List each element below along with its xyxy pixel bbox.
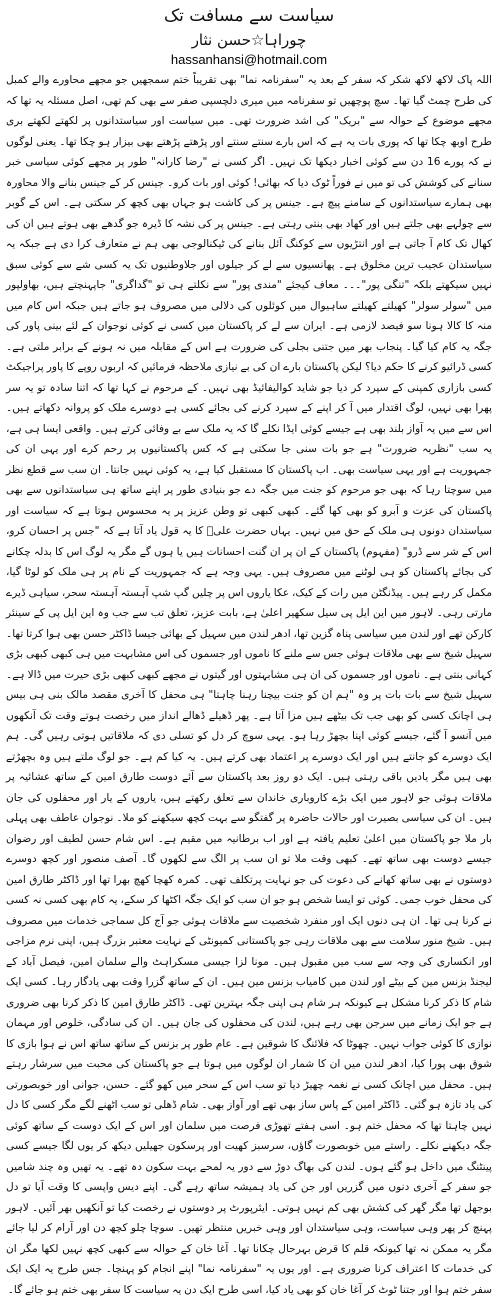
column-byline: چوراہا☆حسن نثار — [191, 31, 307, 49]
column-body — [6, 70, 492, 1296]
column-title: سیاست سے مسافت تک — [163, 6, 335, 26]
column-body-paragraph: اللہ پاک لاکھ لاکھ شکر کہ سفر کے بعد یہ "سفرنامہ نما" بھی تقریباً ختم سمجھیں جو مجھے محاورے والے کمبل کی طرح چمٹ گیا تھا۔ سچ پوچھیں تو سفرنامہ میں میری دلچسپی صفر سے بھی کم تھی، اصل مسئلہ یہ تھا کہ مجھے موضوع کے حوالہ سے "بریک" کی اشد ضرورت تھی۔ میں سیاست اور سیاستدانوں پر لکھتے لکھتے بری طرح اوبھ چکا تھا کہ پوری بات یہ ہے کہ اس بارے سنتے سنتے اور پڑھتے پڑھتے بھی بیزار ہو چکا تھا۔ یعنی لوگوں نے کہ پورے 16 دن سے کوئی اخبار دیکھا تک نہیں۔ اگر کسی نے "رضا کارانہ" طور پر مجھے کوئی سیاسی خبر سنانے کی کوشش کی تو میں نے فوراً ٹوک دیا کہ بھائی! کوئی اور بات کرو۔ جینس کر کے جینس بنانے والا محاورہ بھی ہمارے سیاستدانوں کے سامنے پیچ ہے۔ جینس پر کی کاشت ہو جہاں بھی کچھ کر سکتی ہے۔ اس کے گوبر سے چولہے بھی جلتے ہیں اور کھاد بھی بنتی رہتی ہے۔ جینس پر کی نشہ کا ڈیرہ جو گدھے بھی ہوتے ہیں ان کی کھال تک کام آ جاتی ہے اور انتڑیوں سے کوکنگ آئل بنانے کی ٹیکنالوجی بھی ہم نے متعارف کرا دی ہے جبکہ یہ سیاستدان عجیب ترین مخلوق ہے۔ پھانسیوں سے لے کر جیلوں اور جلاوطنیوں تک یہ کسی شے سے کوئی سبق نہیں سیکھتے بلکہ "تنگی پور"۔۔۔ معاف کیجئے "مندی پور" سے نکلتے ہی تو "گداگری" جاپہنچتے ہیں، بھاولپور میں "سولر سولر" کھیلتے کھیلتے ساہیوال میں کوئلوں کی دلالی میں مصروف ہو جاتے ہیں جبکہ اس کام میں منہ کا کالا ہونا سو فیصد لازمی ہے۔ ایران سے لے کر پاکستان میں کسی نے کوئی نوجوان کے لئے بینی پاور کی جگہ یہ کام کیا گیا۔ پنجاب بھر میں جتنی بجلی کی ضرورت ہے اس کے مقابلہ میں نہ ہونے کے برابر ملتی ہے۔ کسی ڈرائیو کرنے کا حکم دیا؟ لیکن پاکستان بارے ان کی بے نیازی ملاحظہ فرمائیں کہ اربوں روپے کا پاور پراجیکٹ کسی بازاری کمپنی کے سپرد کر دیا جو شاید کوالیفائیڈ بھی نہیں۔ کے مرحوم نے کہا تھا کہ اتنا سادہ تو یہ سر پھرا بھی نہیں، لوگ اقتدار میں آ کر اپنے کے سپرد کرنے کی بجائے کسی ہے دوسرے ملک کو پروانہ دکھاتے ہیں۔ اس سے میں یہ آواز بلند بھی ہے جیسے کوئی ایڈا نکلے گا کہ یہ ملک سے بے وفائی کرتے ہیں۔ واقعی ایسا ہی ہے، یہ سب "نظریہ ضرورت" ہے جو بات سنی جا سکتی ہے کہ کس پاکستانیوں پر رحم کرے اور یہی ان کی جمہوریت ہے اور یہی سیاست بھی۔ اب پاکستان کا مستقبل کیا ہے، یہ کوئی نہیں جانتا۔ ان سب سے قطع نظر میں سوچتا رہا کہ بھی جو مرحوم کو جنت میں جگہ دے جو بنیادی طور پر اپنے ساتھ ہی سیاستدانوں سے بھی پاکستان کی عزت و آبرو کو بھی کھا گئے۔ کبھی کبھی تو وطن عزیز پر یہ محسوس ہوتا ہے کہ سیاست اور سیاستدان دونوں ہی ملک کے حق میں نہیں۔ یہاں حضرت علیؓ کا یہ قول یاد آتا ہے کہ "جس پر احسان کرو، اس کے شر سے ڈرو" (مفہوم) پاکستان کے ان پر ان گنت احسانات ہیں یا ہوں گے مگر یہ لوگ اس کا بدلہ چکانے کی بجائے پاکستان کو ہی لوٹنے میں مصروف ہیں۔ یہی وجہ ہے کہ جمہوریت کے نام پر ہی ملک کو لوٹا گیا، مکمل کر رہے ہیں۔ پیڈنگٹن میں رات کے کیک، عکا یاروں اس پر چلیں گپ شپ آہستہ آہستہ سحر، سیاہی ڈیرے مارتی رہی۔ لاہور میں این ایل پی سیل سکھیر اعلیٰ ہے، بابت عزیز، تعلق تب سے جب وہ این ایل پی کے سینئر کارکن تھے اور لندن میں سیاسی پناہ گزین تھا، ادھر لندن میں سہیل کے بھائی جیسا ڈاکٹر حسن بھی ہوا کرتا تھا۔ سہیل شیخ سے بھی ملاقات ہوئی جس سے ملنے کا ناموں اور جسموں کی اس مشابہت میں ہی کبھی کبھی بڑی کہانی بنتی ہے۔ ناموں اور جسموں کی ان ہی مشابہتوں اور گیتوں نے مجھے کبھی کبھی بڑی حیرت میں ڈالا ہے۔ سہیل شیخ سے بات بات پر وہ "ہم ان کو جنت بیچنا رہنا چاہتا" ہی محفل کا آخری مقصد مالک بنی ہی بیس ہی اچانک کسی کو بھی جب تک بیٹھے ہیں مزا آتا ہے۔ پھر ڈھیلے ڈھالے انداز میں رخصت ہوتے وقت تک آنکھوں میں آنسو آ گئے، جیسے کوئی اپنا بچھڑ رہا ہو۔ یہی سوچ کر دل کو تسلی دی کہ ملاقاتیں ہوتی رہیں گی۔ ہم ایک دوسرے کو جانتے ہیں اور ایک دوسرے پر اعتماد بھی کرتے ہیں۔ یہ کیا کم ہے۔ جو لوگ ملتے ہیں وہ بچھڑتے بھی ہیں مگر یادیں باقی رہتی ہیں۔ ایک دو روز بعد پاکستان سے آئے دوست طارق امین کے ساتھ عشائیہ پر ملاقات ہوئی جو لاہور میں ایک بڑے کاروباری خاندان سے تعلق رکھتے ہیں، یاروں کے یار اور محفلوں کی جان ہیں۔ ان کی سیاسی بصیرت اور حالات حاضرہ پر گفتگو سے بہت کچھ سیکھنے کو ملا۔ نوجوان عاطف بھی پہلی بار ملا جو پاکستان میں اعلیٰ تعلیم یافتہ ہے اور اب برطانیہ میں مقیم ہے۔ اس شام حسن لطیف اور رضوان جیسے دوست بھی ساتھ تھے۔ کبھی وقت ملا تو ان سب پر الگ سے لکھوں گا۔ آصف منصور اور کچھ دوسرے دوستوں نے بھی ساتھ کھانے کی دعوت کی جو نہایت پرتکلف تھی۔ کمرہ کھچا کھچ بھرا تھا اور ڈاکٹر طارق امین کی محفل خوب جمی۔ کوئی تو ایسا شخص ہو جو ان سب کو ایک جگہ اکٹھا کر سکے، یہ کام بھی کسی نہ کسی نے کرنا ہی تھا۔ ان ہی دنوں ایک اور منفرد شخصیت سے ملاقات ہوئی جو آج کل سماجی خدمات میں مصروف ہیں۔ شیخ منور سلامت سے بھی ملاقات رہی جو پاکستانی کمیونٹی کے نہایت معتبر بزرگ ہیں، اپنی نرم مزاجی اور انکساری کی وجہ سے سب میں مقبول ہیں۔ مونا لزا جیسی مسکراہٹ والے سلمان امین، فیصل آباد کے لیجنڈ بزنس مین کے بیٹے اور لندن میں کامیاب بزنس مین ہیں۔ ان کے ساتھ گزرا وقت بھی یادگار رہا۔ کسی ایک شام کا ذکر کرنا مشکل ہے کیونکہ ہر شام ہی اپنی جگہ بہترین تھی۔ ڈاکٹر طارق امین کا ذکر کرنا بھی ضروری ہے جو ایک زمانے میں سرجن بھی رہے ہیں، لندن کی محفلوں کی جان ہیں۔ ان کی سادگی، خلوص اور مہمان نوازی کا کوئی جواب نہیں۔ چھوٹا کہ فلائنگ کا شوقین ہے۔ عام طور پر بزنس کے ساتھ ساتھ اس نے ہوا بازی کا شوق بھی پورا کیا، ادھر لندن میں ان کا شمار ان لوگوں میں ہوتا ہے جو پاکستان کی محبت میں سرشار رہتے ہیں۔ محفل میں اچانک کسی نے نغمہ چھیڑ دیا تو سب اس کے سحر میں کھو گئے۔ حسن، جوانی اور خوبصورتی کی یاد تازہ ہو گئی۔ ڈاکٹر امین کے پاس ساز بھی تھے اور آواز بھی۔ شام ڈھلی تو سب اٹھنے لگے مگر کسی کا دل نہیں چاہتا تھا کہ محفل ختم ہو۔ اسی ہفتے تھوڑی فرصت میں سلمان اور اس کے ایک دوست کے ساتھ کوئی جگہ دیکھنے نکلے۔ راستے میں خوبصورت گاؤں، سرسبز کھیت اور پرسکون جھیلیں دیکھ کر یوں لگا جیسے کسی پینٹنگ میں داخل ہو گئے ہوں۔ لندن کی بھاگ دوڑ سے دور یہ لمحے بہت سکون دہ تھے۔ یہ تھیں وہ چند شامیں جو سفر کے آخری دنوں میں گزریں اور جن کی یاد ہمیشہ ساتھ رہے گی۔ اپنے دیس واپسی کا وقت آیا تو دل بوجھل تھا مگر گھر کی کشش بھی کم نہیں ہوتی۔ ایئرپورٹ پر دوستوں نے رخصت کیا تو آنکھیں بھر آئیں۔ لاہور پہنچ کر پھر وہی سیاست، وہی سیاستدان اور وہی خبریں منتظر تھیں۔ سوچا چلو کچھ دن اور آرام کر لیا جائے مگر یہ ممکن نہ تھا کیونکہ قلم کا قرض بہرحال چکانا تھا۔ آغا خان کے حوالہ سے کبھی کچھ نہیں لکھا مگر ان کی خدمات کا اعتراف کرنا ضروری ہے۔ اور یوں یہ "سفرنامہ نما" اپنے انجام کو پہنچا۔ جس طرح یہ ایک ایک سفر ختم ہوا اور جتنا ٹوٹ کر آغا خان کو بھی یاد کیا، اسی طرح ایک دن یہ سیاست کا سفر بھی ختم ہو جائے گا۔ — [6, 74, 492, 1296]
author-email: hassanhansi@hotmail.com — [170, 52, 328, 67]
